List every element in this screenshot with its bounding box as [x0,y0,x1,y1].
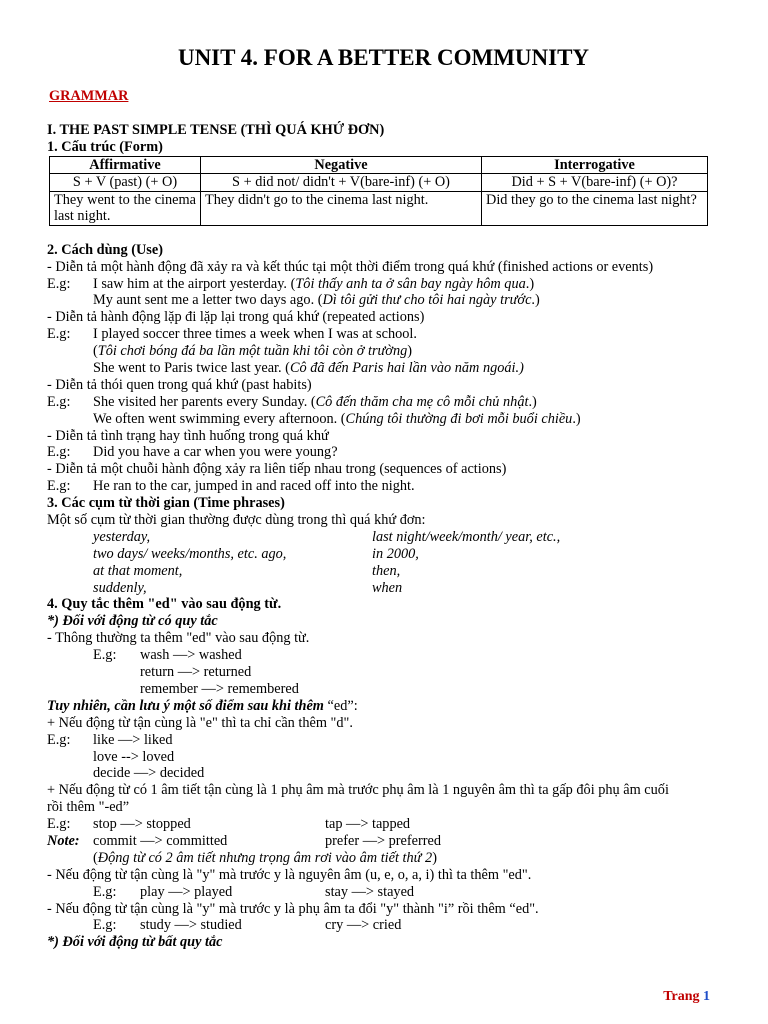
table-header-row [50,156,708,174]
page-number: 1 [703,989,710,1004]
table-cell: They didn't go to the cinema last night. [201,191,482,225]
table-cell: Did + S + V(bare-inf) (+ O)? [482,174,708,192]
example-line: E.g: She visited her parents every Sunday. (Cô đến thăm cha mẹ cô mỗi chủ nhật.) [47,393,537,410]
example-line: E.g: like —> liked [47,731,173,748]
irregular-heading: *) Đối với động từ bất quy tắc [47,934,223,951]
table-cell: They went to the cinema last night. [50,191,201,225]
example-line: E.g: He ran to the car, jumped in and raced off into the night. [47,478,415,495]
example-line: (Tôi chơi bóng đá ba lần một tuần khi tôi còn ở trường) [93,343,413,360]
table-cell: Did they go to the cinema last night? [482,191,708,225]
page-title: UNIT 4. FOR A BETTER COMMUNITY [177,45,590,70]
use-item: - Diễn tả thói quen trong quá khứ (past habits) [47,376,312,393]
table-header: Interrogative [482,156,708,174]
use-item: - Diễn tả hành động lặp đi lặp lại trong quá khứ (repeated actions) [47,309,425,326]
example-line: E.g: I saw him at the airport yesterday. (Tôi thấy anh ta ở sân bay ngày hôm qua.) [47,275,535,292]
use-item: - Diễn tả một chuỗi hành động xảy ra liên tiếp nhau trong (sequences of actions) [47,461,507,478]
example-line: decide —> decided [93,765,205,782]
time-row: two days/ weeks/months, etc. ago, in 2000, [93,545,419,562]
table-row [50,174,708,192]
ed-heading: 4. Quy tắc thêm "ed" vào sau động từ. [47,596,282,613]
table-header: Affirmative [50,156,201,174]
example-line: return —> returned [140,664,252,681]
rule-line: rồi thêm "-ed” [47,799,130,816]
rule-line: + Nếu động từ có 1 âm tiết tận cùng là 1 phụ âm mà trước phụ âm là 1 nguyên âm thì ta gấp đôi phụ âm cuối [47,782,669,799]
time-row: suddenly, when [93,579,403,596]
time-heading: 3. Các cụm từ thời gian (Time phrases) [47,495,285,512]
example-line: E.g: stop —> stopped tap —> tapped [47,816,411,833]
page-footer [663,989,710,1006]
example-line: E.g: I played soccer three times a week when I was at school. [47,326,417,343]
form-table [49,156,708,226]
example-line: E.g: wash —> washed [93,647,242,664]
rule-line: - Nếu động từ tận cùng là "y" mà trước y là phụ âm ta đổi "y" thành "i” rồi thêm “ed". [47,900,539,917]
table-cell: S + did not/ didn't + V(bare-inf) (+ O) [201,174,482,192]
example-line: love --> loved [93,748,175,765]
time-row: yesterday, last night/week/month/ year, etc., [93,528,561,545]
example-line: She went to Paris twice last year. (Cô đã đến Paris hai lần vào năm ngoái.) [93,360,524,377]
rule-line: - Thông thường ta thêm "ed" vào sau động từ. [47,630,310,647]
form-heading: 1. Cấu trúc (Form) [47,138,163,155]
use-item: - Diễn tả một hành động đã xảy ra và kết thúc tại một thời điểm trong quá khứ (finished actions or events) [47,258,654,275]
example-line: Note: commit —> committed prefer —> preferred [47,832,442,849]
table-row [50,191,708,225]
grammar-heading: GRAMMAR [49,88,129,104]
footer-label: Trang [663,989,700,1004]
table-cell: S + V (past) (+ O) [50,174,201,192]
use-item: - Diễn tả tình trạng hay tình huống trong quá khứ [47,427,329,444]
regular-heading: *) Đối với động từ có quy tắc [47,613,218,630]
time-row: at that moment, then, [93,562,401,579]
example-line: remember —> remembered [140,680,299,697]
example-line: E.g: study —> studied cry —> cried [93,917,402,934]
note-line: Tuy nhiên, cần lưu ý một số điểm sau khi thêm “ed”: [47,697,358,714]
rule-line: - Nếu động từ tận cùng là "y" mà trước y là nguyên âm (u, e, o, a, i) thì ta thêm "ed". [47,866,532,883]
example-line: E.g: Did you have a car when you were young? [47,444,338,461]
example-line: E.g: play —> played stay —> stayed [93,883,415,900]
example-line: We often went swimming every afternoon. (Chúng tôi thường đi bơi mỗi buổi chiều.) [93,410,581,427]
content-flow [47,122,720,951]
time-intro: Một số cụm từ thời gian thường được dùng trong thì quá khứ đơn: [47,512,426,529]
example-line: My aunt sent me a letter two days ago. (Dì tôi gửi thư cho tôi hai ngày trước.) [93,292,540,309]
rule-line: + Nếu động từ tận cùng là "e" thì ta chỉ cần thêm "d". [47,714,353,731]
section-heading: I. THE PAST SIMPLE TENSE (THÌ QUÁ KHỨ ĐƠN) [47,122,385,138]
example-line: (Động từ có 2 âm tiết nhưng trọng âm rơi vào âm tiết thứ 2) [93,849,437,866]
use-heading: 2. Cách dùng (Use) [47,241,163,258]
table-header: Negative [201,156,482,174]
